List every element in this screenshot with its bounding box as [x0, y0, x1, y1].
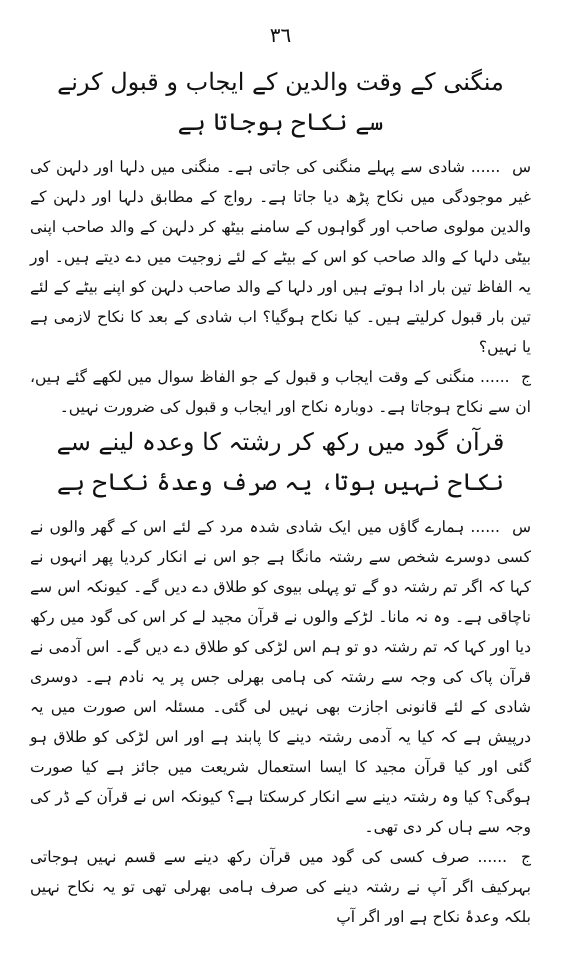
heading-line: سے نکاح ہوجاتا ہے — [177, 108, 384, 136]
paragraph-text: ...... شادی سے پہلے منگنی کی جاتی ہے۔ منگنی میں دلہا اور دلہن کی غیر موجودگی میں نکاح پڑھ دیا جاتا ہے۔ رواج کے مطابق دلہا اور دلہن کے والدین مولوی صاحب اور گواہوں کے سامنے بیٹھ کر دلہن کے والد صاحب اپنی بیٹی دلہا کے والد صاحب کو اس کے بیٹے کے لئے زوجیت میں دے دیتے ہیں۔ اور یہ الفاظ تین بار ادا ہوتے ہیں اور دلہا کے والد صاحب دلہن کو اپنے بیٹے کے لئے تین بار قبول کرلیتے ہیں۔ کیا نکاح ہوگیا؟ اب شادی کے بعد کا نکاح لازمی ہے یا نہیں؟ — [30, 158, 531, 356]
section-heading — [30, 62, 531, 142]
answer-paragraph — [30, 842, 531, 932]
section-engagement-nikah — [30, 62, 531, 422]
paragraph-text: ...... صرف کسی کی گود میں قرآن رکھ دینے سے قسم نہیں ہوجاتی بہرکیف اگر آپ نے رشتہ دینے کی صرف ہامی بھرلی تھی تو یہ نکاح نہیں بلکہ وعدۂ نکاح ہے اور اگر آپ — [30, 848, 531, 926]
question-label: س — [512, 518, 531, 536]
question-paragraph — [30, 512, 531, 842]
page-number: ٣٦ — [269, 23, 292, 47]
heading-line: قرآن گود میں رکھ کر رشتہ کا وعدہ لینے سے — [56, 428, 505, 456]
question-paragraph — [30, 152, 531, 362]
section-heading — [30, 422, 531, 502]
heading-line: منگنی کے وقت والدین کے ایجاب و قبول کرنے — [57, 68, 504, 96]
answer-paragraph — [30, 362, 531, 422]
question-label: س — [512, 158, 531, 176]
heading-line: نکاح نہیں ہوتا، یہ صرف وعدۂ نکاح ہے — [56, 468, 505, 496]
paragraph-text: ...... ہمارے گاؤں میں ایک شادی شدہ مرد کے لئے اس کے گھر والوں نے کسی دوسرے شخص سے رشتہ مانگا ہے جو اس نے انکار کردیا پھر انہوں نے کہا کہ اگر تم رشتہ دو گے تو پہلی بیوی کو طلاق دے دیں گے۔ کیونکہ اس سے ناچاقی ہے۔ وہ نہ مانا۔ لڑکے والوں نے قرآن مجید لے کر اس کی گود میں رکھ دیا اور کہا کہ تم رشتہ دو تو ہم اس لڑکی کو طلاق دے دیں گے۔ اس آدمی نے قرآن پاک کی وجہ سے رشتہ کی ہامی بھرلی جس پر یہ نادم ہے۔ دوسری شادی کے لئے قانونی اجازت بھی نہیں لی گئی۔ مسئلہ اس صورت میں یہ درپیش ہے کہ کیا یہ آدمی رشتہ دینے کا پابند ہے اور اس لڑکی کو طلاق ہو گئی اور کیا قرآن مجید کا ایسا استعمال شریعت میں جائز ہے کیا صورت ہوگی؟ کیا وہ رشتہ دینے سے انکار کرسکتا ہے؟ کیونکہ اس نے قرآن کے ڈر کی وجہ سے ہاں کر دی تھی۔ — [30, 518, 531, 836]
answer-label: ج — [520, 368, 531, 386]
answer-label: ج — [520, 848, 531, 866]
section-quran-promise — [30, 422, 531, 932]
paragraph-text: ...... منگنی کے وقت ایجاب و قبول کے جو الفاظ سوال میں لکھے گئے ہیں، ان سے نکاح ہوجاتا ہے۔ دوبارہ نکاح اور ایجاب و قبول کی ضرورت نہیں۔ — [30, 368, 531, 416]
